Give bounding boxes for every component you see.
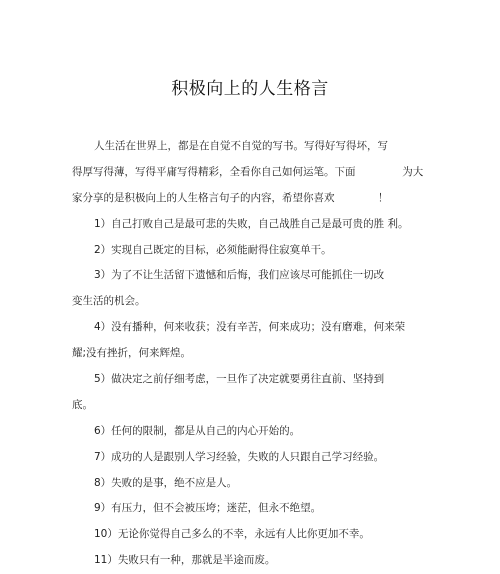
- document-body: [72, 134, 428, 574]
- list-item-continuation: 底。: [72, 398, 93, 411]
- list-item: 8）失败的是事，绝不应是人。: [94, 476, 238, 489]
- list-item: 1）自己打败自己是最可悲的失败，自己战胜自己是最可贵的胜 利。: [94, 217, 409, 230]
- list-item: 5）做决定之前仔细考虑，一旦作了决定就要勇往直前、坚持到: [94, 373, 385, 386]
- list-item: 9）有压力，但不会被压垮；迷茫，但永不绝望。: [94, 502, 322, 515]
- list-item: 11）失败只有一种，那就是半途而废。: [94, 554, 276, 567]
- intro-line: 人生活在世界上，都是在自觉不自觉的写书。写得好写得坏，写: [94, 140, 388, 152]
- list-item-continuation: 变生活的机会。: [72, 295, 146, 308]
- list-item-continuation: 耀;没有挫折，何来辉煌。: [72, 347, 192, 360]
- list-item: 3）为了不让生活留下遗憾和后悔，我们应该尽可能抓住一切改: [94, 269, 385, 282]
- list-item: 6）任何的限制，都是从自己的内心开始的。: [94, 424, 301, 437]
- list-item: 4）没有播种，何来收获；没有辛苦，何来成功；没有磨难，何来荣: [94, 321, 406, 334]
- document-title: 积极向上的人生格言: [171, 79, 329, 99]
- intro-line: 家分享的是积极向上的人生格言句子的内容，希望你喜欢 ！: [72, 191, 389, 204]
- list-item: 7）成功的人是跟别人学习经验，失败的人只跟自己学习经验。: [94, 450, 385, 463]
- intro-line: 得厚写得薄，写得平庸写得精彩，全看你自己如何运笔。下面 为大: [72, 165, 424, 178]
- list-item: 2）实现自己既定的目标，必须能耐得住寂寞单干。: [94, 243, 332, 256]
- list-item: 10）无论你觉得自己多么的不幸，永远有人比你更加不幸。: [94, 528, 370, 541]
